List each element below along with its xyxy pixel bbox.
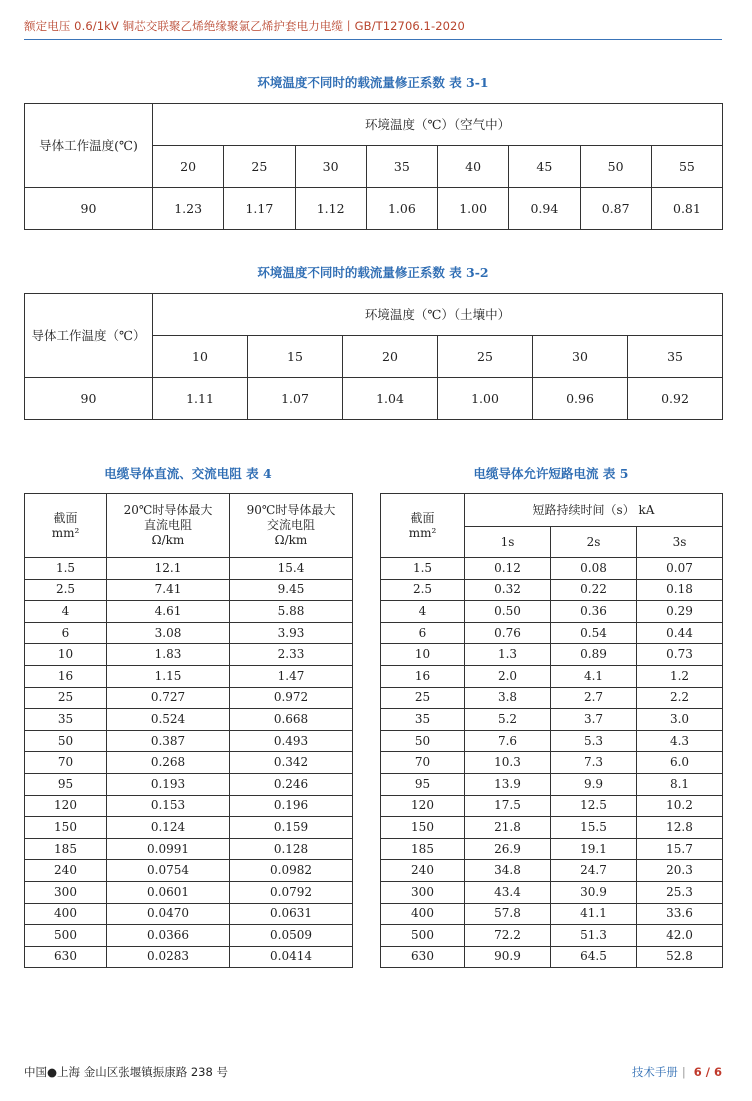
- table-row: [25, 925, 353, 947]
- table-4-ac-header-unit: Ω/km: [274, 533, 308, 547]
- table-row: [25, 665, 353, 687]
- table-3-2-value-cell: 1.07: [248, 378, 343, 420]
- table-3-2-temp-cell: 10: [153, 336, 248, 378]
- table-5-section-label: 截面: [410, 510, 435, 525]
- table-3-1-row-header: 导体工作温度(℃): [25, 104, 153, 188]
- table-3-1-caption: 环境温度不同时的载流量修正系数 表 3-1: [257, 75, 489, 90]
- table-row: [381, 838, 723, 860]
- table-5-cell: 1.2: [637, 665, 723, 687]
- table-5-cell: 185: [381, 838, 465, 860]
- table-5-cell: 0.29: [637, 601, 723, 623]
- header-rule: [24, 39, 722, 40]
- table-5-cell: 2.2: [637, 687, 723, 709]
- table-5-cell: 70: [381, 752, 465, 774]
- table-5: [380, 493, 723, 968]
- table-5-section-header: [381, 494, 465, 558]
- table-5-section-unit: mm²: [408, 525, 437, 540]
- table-5-cell: 24.7: [551, 860, 637, 882]
- table-4-cell: 0.0509: [230, 925, 353, 947]
- table-4-dc-header-line1: 20℃时导体最大: [123, 503, 213, 517]
- table-3-2-temp-cell: 30: [533, 336, 628, 378]
- table-4-cell: 0.524: [107, 709, 230, 731]
- table-5-cell: 10.2: [637, 795, 723, 817]
- table-3-1-value-row: [25, 188, 723, 230]
- table-4-cell: 5.88: [230, 601, 353, 623]
- table-5-cell: 19.1: [551, 838, 637, 860]
- table-5-cell: 0.18: [637, 579, 723, 601]
- table-4-cell: 0.159: [230, 817, 353, 839]
- table-row: [25, 622, 353, 644]
- table-5-cell: 2.0: [465, 665, 551, 687]
- table-4-cell: 0.124: [107, 817, 230, 839]
- table-5-time-cell: 1s: [465, 527, 551, 558]
- table-3-1-value-cell: 1.00: [438, 188, 509, 230]
- table-5-cell: 95: [381, 773, 465, 795]
- table-3-1-value-cell: 0.87: [580, 188, 651, 230]
- table-row: [381, 860, 723, 882]
- table-4-cell: 0.246: [230, 773, 353, 795]
- table-4-ac-header: [230, 494, 353, 558]
- table-5-cell: 630: [381, 946, 465, 968]
- table-3-2-temp-cell: 20: [343, 336, 438, 378]
- table-5-cell: 3.8: [465, 687, 551, 709]
- table-5-cell: 50: [381, 730, 465, 752]
- table-4-cell: 35: [25, 709, 107, 731]
- table-4-cell: 4: [25, 601, 107, 623]
- table-5-cell: 4: [381, 601, 465, 623]
- table-5-cell: 0.54: [551, 622, 637, 644]
- table-3-2-row-header: 导体工作温度（℃）: [25, 294, 153, 378]
- table-5-cell: 5.2: [465, 709, 551, 731]
- table-5-cell: 30.9: [551, 881, 637, 903]
- table-4-cell: 0.342: [230, 752, 353, 774]
- table-4-dc-header-unit: Ω/km: [151, 533, 185, 547]
- footer-separator: |: [681, 1065, 686, 1079]
- table-row: [381, 579, 723, 601]
- table-5-cell: 5.3: [551, 730, 637, 752]
- table-4: [24, 493, 353, 968]
- table-row: [381, 795, 723, 817]
- table-5-cell: 90.9: [465, 946, 551, 968]
- table-3-1-temp-cell: 25: [224, 146, 295, 188]
- table-5-cell: 51.3: [551, 925, 637, 947]
- table-4-cell: 0.196: [230, 795, 353, 817]
- table-5-time-cell: 2s: [551, 527, 637, 558]
- table-row: [25, 946, 353, 968]
- table-5-body: [381, 558, 723, 968]
- table-4-dc-header-line2: 直流电阻: [143, 518, 192, 532]
- table-5-time-cell: 3s: [637, 527, 723, 558]
- table-4-ac-header-line1: 90℃时导体最大: [246, 503, 336, 517]
- table-4-cell: 1.47: [230, 665, 353, 687]
- table-4-cell: 0.268: [107, 752, 230, 774]
- table-5-group-header: 短路持续时间（s） kA: [465, 494, 723, 527]
- table-3-2-temp-cell: 35: [628, 336, 723, 378]
- table-row: [25, 773, 353, 795]
- table-3-1-temp-cell: 35: [366, 146, 437, 188]
- table-4-cell: 0.0601: [107, 881, 230, 903]
- table-5-cell: 0.73: [637, 644, 723, 666]
- table-5-cell: 400: [381, 903, 465, 925]
- table-row: [381, 817, 723, 839]
- table-row: [381, 644, 723, 666]
- table-4-section-label: 截面: [53, 510, 78, 525]
- table-5-caption: 电缆导体允许短路电流 表 5: [473, 466, 629, 481]
- table-row: [25, 860, 353, 882]
- table-4-cell: 95: [25, 773, 107, 795]
- table-3-2-value-cell: 0.92: [628, 378, 723, 420]
- table-5-cell: 57.8: [465, 903, 551, 925]
- table-4-cell: 0.0792: [230, 881, 353, 903]
- table-5-cell: 41.1: [551, 903, 637, 925]
- table-5-cell: 15.5: [551, 817, 637, 839]
- table-3-2-row-label: 90: [25, 378, 153, 420]
- table-row: [25, 881, 353, 903]
- table-3-2: [24, 293, 723, 420]
- table-5-cell: 4.3: [637, 730, 723, 752]
- table-3-1-value-cell: 1.12: [295, 188, 366, 230]
- table-row: [381, 601, 723, 623]
- table-4-cell: 1.5: [25, 558, 107, 580]
- table-5-cell: 10: [381, 644, 465, 666]
- table-3-1-temp-cell: 50: [580, 146, 651, 188]
- table-4-cell: 0.493: [230, 730, 353, 752]
- table-4-cell: 70: [25, 752, 107, 774]
- table-5-cell: 12.8: [637, 817, 723, 839]
- table-4-cell: 0.0754: [107, 860, 230, 882]
- page-header: 额定电压 0.6/1kV 铜芯交联聚乙烯绝缘聚氯乙烯护套电力电缆丨GB/T12706.1-2020: [24, 19, 465, 33]
- table-4-cell: 0.0366: [107, 925, 230, 947]
- table-4-section-header: [25, 494, 107, 558]
- table-row: [25, 709, 353, 731]
- table-5-cell: 16: [381, 665, 465, 687]
- table-row: [25, 817, 353, 839]
- table-4-caption: 电缆导体直流、交流电阻 表 4: [104, 466, 272, 481]
- table-5-cell: 0.36: [551, 601, 637, 623]
- footer-page-number: 6 / 6: [693, 1065, 722, 1079]
- table-row: [381, 881, 723, 903]
- table-3-2-caption: 环境温度不同时的载流量修正系数 表 3-2: [257, 265, 489, 280]
- table-5-cell: 4.1: [551, 665, 637, 687]
- table-5-cell: 52.8: [637, 946, 723, 968]
- table-5-cell: 25.3: [637, 881, 723, 903]
- table-row: [25, 838, 353, 860]
- table-4-cell: 0.193: [107, 773, 230, 795]
- table-row: [25, 579, 353, 601]
- table-row: [25, 752, 353, 774]
- table-4-cell: 0.387: [107, 730, 230, 752]
- table-5-cell: 25: [381, 687, 465, 709]
- table-5-cell: 1.3: [465, 644, 551, 666]
- table-4-cell: 150: [25, 817, 107, 839]
- table-row: [25, 601, 353, 623]
- table-3-2-group-header: 环境温度（℃）（土壤中）: [153, 294, 723, 336]
- table-5-cell: 6.0: [637, 752, 723, 774]
- table-5-cell: 9.9: [551, 773, 637, 795]
- table-3-1-group-header: 环境温度（℃）（空气中）: [153, 104, 723, 146]
- table-4-cell: 3.08: [107, 622, 230, 644]
- table-5-cell: 20.3: [637, 860, 723, 882]
- table-3-1-value-cell: 0.94: [509, 188, 580, 230]
- table-5-cell: 0.89: [551, 644, 637, 666]
- table-4-cell: 0.972: [230, 687, 353, 709]
- footer-manual-label: 技术手册: [631, 1065, 678, 1079]
- table-4-cell: 0.128: [230, 838, 353, 860]
- table-3-2-temp-cell: 25: [438, 336, 533, 378]
- table-5-cell: 21.8: [465, 817, 551, 839]
- footer-address: 中国●上海 金山区张堰镇振康路 238 号: [24, 1065, 228, 1079]
- table-3-1-value-cell: 1.06: [366, 188, 437, 230]
- table-row: [25, 644, 353, 666]
- table-5-cell: 150: [381, 817, 465, 839]
- table-4-cell: 1.15: [107, 665, 230, 687]
- table-5-cell: 34.8: [465, 860, 551, 882]
- table-4-cell: 0.0982: [230, 860, 353, 882]
- table-4-cell: 0.668: [230, 709, 353, 731]
- table-row: [25, 795, 353, 817]
- table-4-cell: 0.727: [107, 687, 230, 709]
- table-4-cell: 9.45: [230, 579, 353, 601]
- table-4-ac-header-line2: 交流电阻: [266, 518, 315, 532]
- table-4-cell: 630: [25, 946, 107, 968]
- table-5-cell: 7.6: [465, 730, 551, 752]
- table-5-cell: 15.7: [637, 838, 723, 860]
- table-4-cell: 0.0414: [230, 946, 353, 968]
- table-5-cell: 0.76: [465, 622, 551, 644]
- table-4-cell: 0.153: [107, 795, 230, 817]
- table-3-1-temp-cell: 30: [295, 146, 366, 188]
- table-5-cell: 3.7: [551, 709, 637, 731]
- table-5-cell: 3.0: [637, 709, 723, 731]
- table-5-cell: 64.5: [551, 946, 637, 968]
- table-5-cell: 0.32: [465, 579, 551, 601]
- table-4-cell: 4.61: [107, 601, 230, 623]
- table-4-dc-header: [107, 494, 230, 558]
- table-row: [381, 622, 723, 644]
- table-row: [25, 730, 353, 752]
- table-5-cell: 2.7: [551, 687, 637, 709]
- table-3-1-temp-cell: 40: [438, 146, 509, 188]
- table-row: [381, 687, 723, 709]
- table-3-2-value-cell: 1.00: [438, 378, 533, 420]
- table-3-1-value-cell: 1.23: [153, 188, 224, 230]
- table-3-1-value-cell: 1.17: [224, 188, 295, 230]
- table-4-cell: 50: [25, 730, 107, 752]
- table-3-2-value-row: [25, 378, 723, 420]
- table-5-cell: 240: [381, 860, 465, 882]
- table-4-cell: 0.0470: [107, 903, 230, 925]
- table-5-cell: 0.12: [465, 558, 551, 580]
- table-5-cell: 72.2: [465, 925, 551, 947]
- table-row: [25, 903, 353, 925]
- table-4-cell: 25: [25, 687, 107, 709]
- table-4-body: [25, 558, 353, 968]
- table-5-cell: 35: [381, 709, 465, 731]
- table-5-cell: 1.5: [381, 558, 465, 580]
- table-4-cell: 185: [25, 838, 107, 860]
- table-row: [25, 558, 353, 580]
- table-5-cell: 26.9: [465, 838, 551, 860]
- table-row: [381, 773, 723, 795]
- table-row: [381, 752, 723, 774]
- table-3-1-temp-cell: 55: [651, 146, 722, 188]
- table-5-cell: 0.44: [637, 622, 723, 644]
- table-5-cell: 0.07: [637, 558, 723, 580]
- table-4-cell: 6: [25, 622, 107, 644]
- table-4-cell: 500: [25, 925, 107, 947]
- table-5-cell: 33.6: [637, 903, 723, 925]
- table-5-cell: 42.0: [637, 925, 723, 947]
- table-row: [381, 730, 723, 752]
- table-3-2-value-cell: 0.96: [533, 378, 628, 420]
- table-4-cell: 2.33: [230, 644, 353, 666]
- table-4-cell: 12.1: [107, 558, 230, 580]
- table-5-cell: 300: [381, 881, 465, 903]
- table-row: [25, 687, 353, 709]
- table-4-cell: 400: [25, 903, 107, 925]
- table-3-1-row-label: 90: [25, 188, 153, 230]
- table-5-cell: 2.5: [381, 579, 465, 601]
- table-4-section-unit: mm²: [51, 525, 80, 540]
- table-4-cell: 2.5: [25, 579, 107, 601]
- table-row: [381, 903, 723, 925]
- table-5-cell: 13.9: [465, 773, 551, 795]
- table-5-cell: 17.5: [465, 795, 551, 817]
- table-5-cell: 120: [381, 795, 465, 817]
- table-4-cell: 0.0631: [230, 903, 353, 925]
- table-4-cell: 1.83: [107, 644, 230, 666]
- table-4-cell: 7.41: [107, 579, 230, 601]
- table-4-cell: 0.0991: [107, 838, 230, 860]
- table-3-1-temp-cell: 20: [153, 146, 224, 188]
- table-4-cell: 300: [25, 881, 107, 903]
- table-row: [381, 558, 723, 580]
- table-4-cell: 15.4: [230, 558, 353, 580]
- table-5-cell: 10.3: [465, 752, 551, 774]
- table-4-cell: 10: [25, 644, 107, 666]
- table-5-cell: 8.1: [637, 773, 723, 795]
- table-row: [381, 709, 723, 731]
- table-3-2-value-cell: 1.04: [343, 378, 438, 420]
- table-3-1-temp-cell: 45: [509, 146, 580, 188]
- table-5-cell: 7.3: [551, 752, 637, 774]
- table-row: [381, 946, 723, 968]
- table-3-2-value-cell: 1.11: [153, 378, 248, 420]
- table-4-cell: 0.0283: [107, 946, 230, 968]
- table-5-cell: 500: [381, 925, 465, 947]
- table-5-cell: 12.5: [551, 795, 637, 817]
- table-5-cell: 43.4: [465, 881, 551, 903]
- table-4-cell: 240: [25, 860, 107, 882]
- table-3-2-temp-cell: 15: [248, 336, 343, 378]
- table-4-cell: 3.93: [230, 622, 353, 644]
- table-5-cell: 0.08: [551, 558, 637, 580]
- table-4-cell: 16: [25, 665, 107, 687]
- footer-right: [632, 1064, 722, 1080]
- table-row: [381, 665, 723, 687]
- table-row: [381, 925, 723, 947]
- table-5-cell: 0.50: [465, 601, 551, 623]
- table-3-1-value-cell: 0.81: [651, 188, 722, 230]
- table-4-cell: 120: [25, 795, 107, 817]
- table-3-1: [24, 103, 723, 230]
- table-5-cell: 0.22: [551, 579, 637, 601]
- table-5-cell: 6: [381, 622, 465, 644]
